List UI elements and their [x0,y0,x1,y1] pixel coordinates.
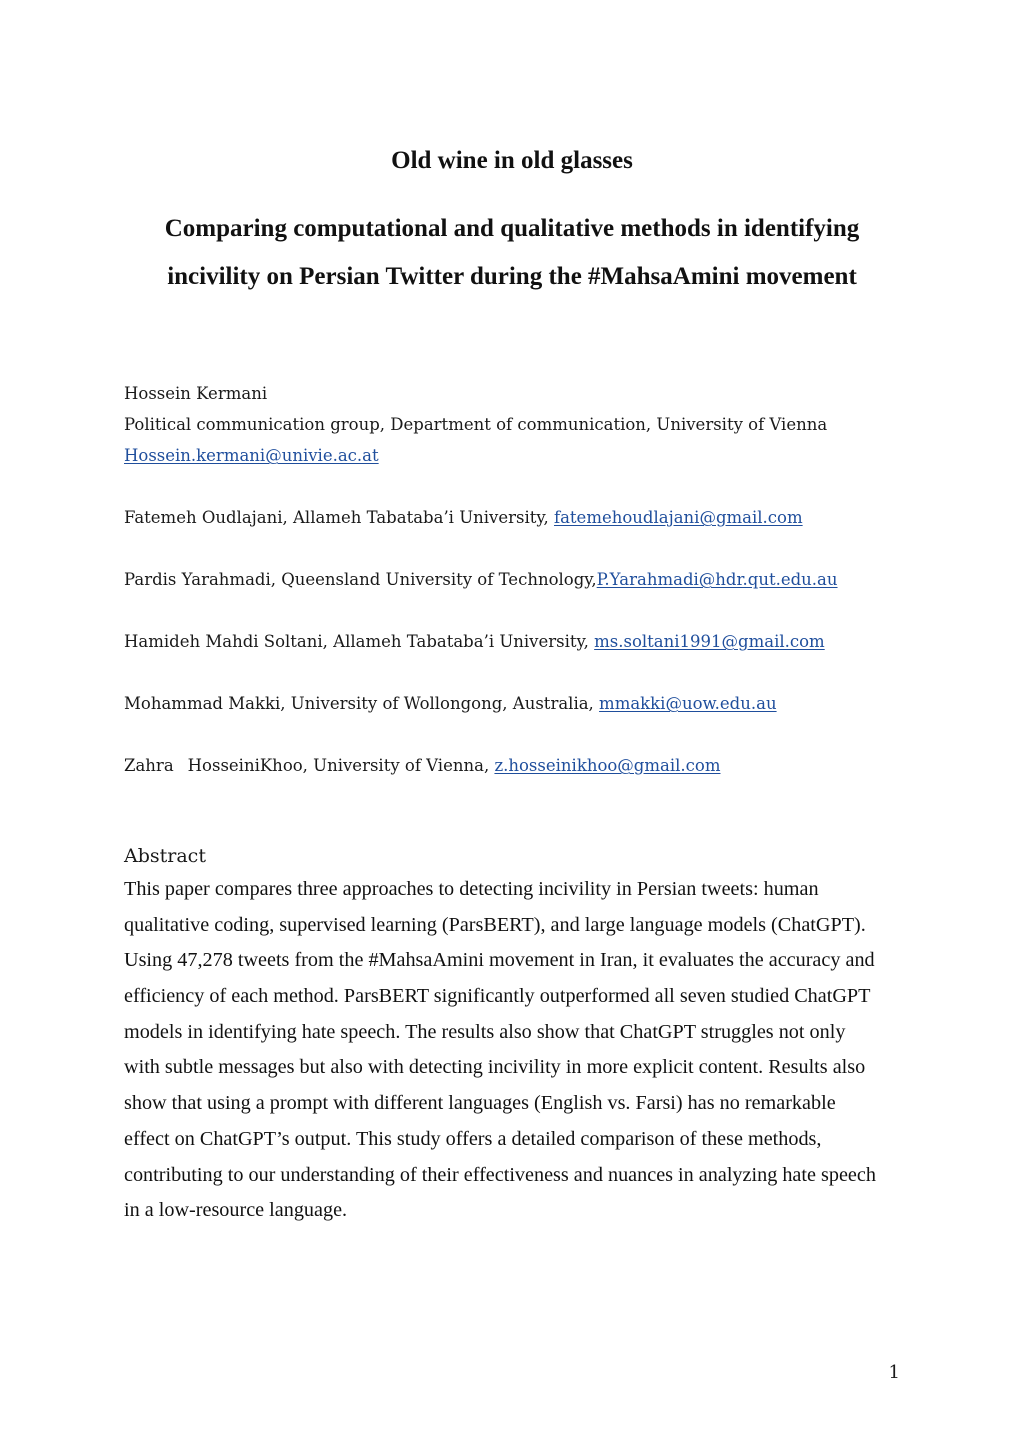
abstract-line: qualitative coding, supervised learning (ParsBERT), and large language models (ChatGPT). [124,913,866,936]
coauthor-line [124,688,904,719]
coauthor-details: Pardis Yarahmadi, Queensland University of Technology, [124,570,597,589]
abstract-line: models in identifying hate speech. The results also show that ChatGPT struggles not only [124,1020,846,1043]
coauthor-first-name: Zahra [124,756,174,775]
abstract-line: contributing to our understanding of their effectiveness and nuances in analyzing hate speech [124,1163,876,1186]
lead-author-affiliation: Political communication group, Department of communication, University of Vienna [124,415,828,434]
spacer [124,719,904,750]
paper-subtitle-line-1: Comparing computational and qualitative methods in identifying [164,215,860,242]
lead-author-email-link[interactable]: Hossein.kermani@univie.ac.at [124,446,379,465]
lead-author-name: Hossein Kermani [124,384,268,403]
spacer [124,657,904,688]
abstract-line: This paper compares three approaches to detecting incivility in Persian tweets: human [124,878,819,900]
spacer [124,471,904,502]
coauthor-email-link[interactable]: z.hosseinikhoo@gmail.com [494,756,721,775]
abstract-heading: Abstract [124,845,206,867]
spacer [124,533,904,564]
paper-subtitle-line-2: incivility on Persian Twitter during the #MahsaAmini movement [167,263,857,290]
abstract-line: with subtle messages but also with detecting incivility in more explicit content. Results also [124,1056,866,1079]
coauthor-line [124,750,904,781]
abstract-line: in a low-resource language. [124,1199,348,1222]
lead-author-email-line [124,440,904,471]
coauthor-details: HosseiniKhoo, University of Vienna, [187,756,495,775]
coauthor-email-link[interactable]: P.Yarahmadi@hdr.qut.edu.au [596,570,838,589]
coauthor-email-link[interactable]: mmakki@uow.edu.au [599,694,777,713]
coauthor-details: Mohammad Makki, University of Wollongong, Australia, [124,694,600,713]
coauthor-line [124,626,904,657]
abstract-line: Using 47,278 tweets from the #MahsaAmini movement in Iran, it evaluates the accuracy and [124,949,875,972]
paper-title: Old wine in old glasses [391,147,633,174]
abstract-line: effect on ChatGPT’s output. This study offers a detailed comparison of these methods, [124,1127,822,1150]
spacer [124,595,904,626]
abstract-line: efficiency of each method. ParsBERT significantly outperformed all seven studied ChatGPT [124,985,871,1008]
abstract-body [124,872,914,1229]
coauthor-line [124,502,904,533]
coauthor-email-link[interactable]: ms.soltani1991@gmail.com [594,632,825,651]
coauthor-email-link[interactable]: fatemehoudlajani@gmail.com [553,508,803,527]
author-list [124,378,904,781]
coauthor-line [124,564,904,595]
coauthor-details: Fatemeh Oudlajani, Allameh Tabataba’i University, [124,508,554,527]
coauthor-details: Hamideh Mahdi Soltani, Allameh Tabataba’i University, [124,632,595,651]
page-number: 1 [888,1362,900,1383]
abstract-line: show that using a prompt with different languages (English vs. Farsi) has no remarkable [124,1092,836,1115]
